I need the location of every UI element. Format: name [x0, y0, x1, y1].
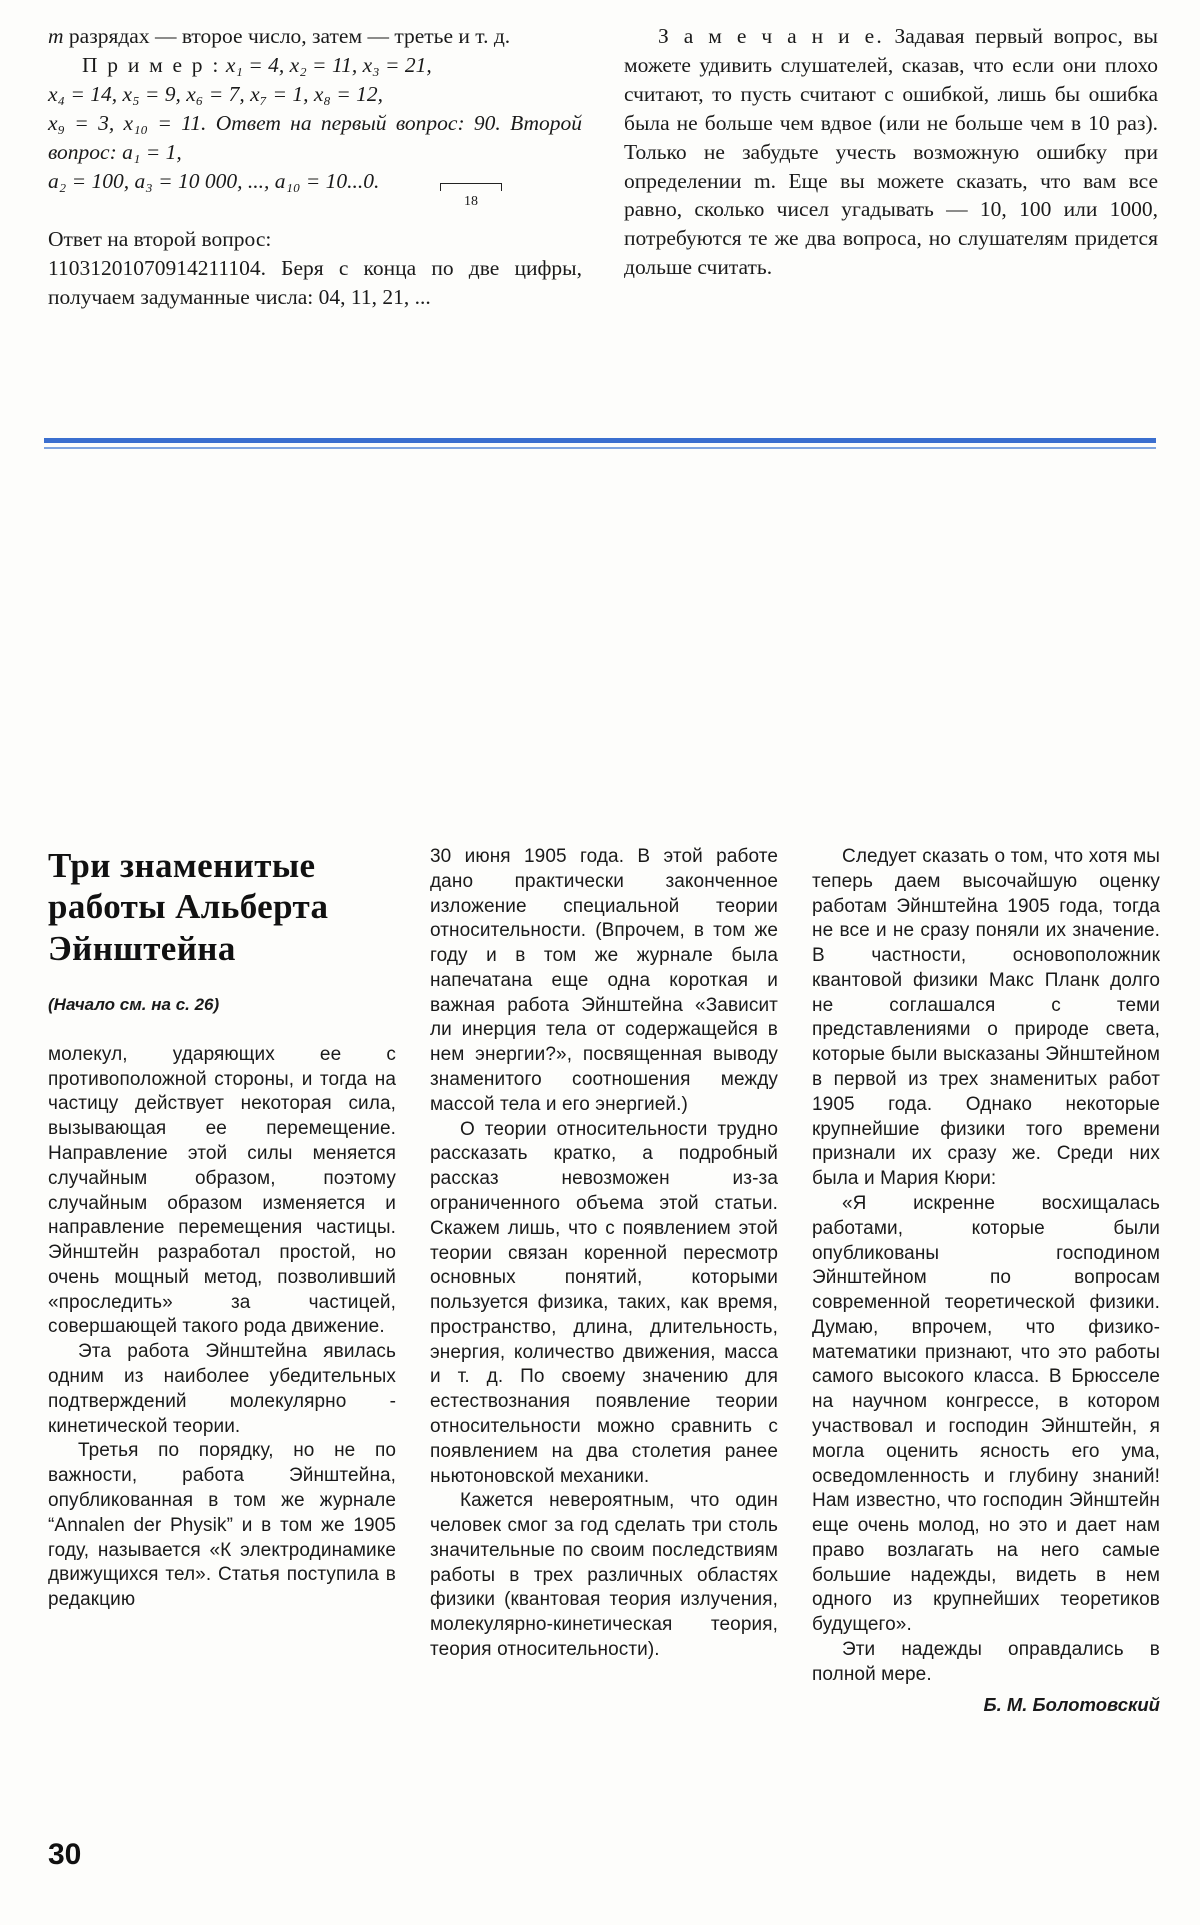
note-label: З а м е ч а н и е.: [658, 24, 884, 48]
example-line-4: a₂ = 100, a₃ = 10 000, ..., a₁₀ = 10...0.: [48, 168, 380, 193]
top-right-note: [624, 22, 1158, 282]
note-text: Задавая первый вопрос, вы можете удивить слушателей, сказав, что если они плохо считают, то пусть считают с ошибкой, лишь бы ошибка была не больше чем вдвое (или не больше чем в 10 раз). Только не забудьте учесть возможную ошибку при определении m. Еще вы можете сказать, что вам все равно, сколько чисел угадывать — 10, 100 или 1000, потребуются те же два вопроса, но слушателям придется дольше считать.: [624, 24, 1158, 280]
underbrace-bracket: [440, 183, 502, 191]
page-number: 30: [48, 1838, 82, 1871]
article-column-3: [812, 845, 1160, 1716]
section-divider-thin: [44, 447, 1156, 449]
top-right-column: [624, 22, 1158, 312]
article-body: [48, 845, 1160, 1716]
top-left-para-1-text: разрядах — второе число, затем — третье и т. д.: [63, 24, 511, 48]
top-left-answer: [48, 225, 582, 254]
article-column-2: [430, 845, 778, 1716]
article-c1-para-1: молекул, ударяющих ее с противоположной стороны, и тогда на частицу действует некоторая сила, вызывающая ее перемещение. Направление этой силы меняется случайным образом, поэтому случайным образом изменяется и направление перемещения частицы. Эйнштейн разработал простой, но очень мощный метод, позволивший «проследить» за частицей, совершающей такого рода движение.: [48, 1043, 396, 1338]
article-c2-para-2: О теории относительности трудно рассказать кратко, а подробный рассказ невозможен из-за ограниченного объема этой статьи. Скажем лишь, что с появлением этой теории связан коренной пересмотр основных понятий, которыми пользуется физика, таких, как время, пространство, длина, длительность, энергия, количество движения, масса и т. д. По своему значению для естествознания появление теории относительности можно сравнить с появлением на два столетия ранее ньютоновской механики.: [430, 1118, 778, 1487]
article-c3-para-3: Эти надежды оправдались в полной мере.: [812, 1639, 1160, 1685]
top-left-example-2: [48, 80, 582, 109]
section-divider-thick: [44, 438, 1156, 443]
example-line-1: x₁ = 4, x₂ = 11, x₃ = 21,: [225, 52, 432, 77]
top-left-example-3: [48, 109, 582, 167]
top-left-column: [48, 22, 582, 312]
article-c2-para-1: 30 июня 1905 года. В этой работе дано практически законченное изложение специальной теории относительности. (Впрочем, в том же году и в том же журнале была напечатана еще одна короткая и важная работа Эйнштейна «Зависит ли инерция тела от содержащейся в нем энергии?», посвященная выводу знаменитого соотношения между массой тела и его энергией.): [430, 846, 778, 1115]
example-label: П р и м е р :: [82, 52, 221, 77]
page-title: Три знаменитые работы Альберта Эйнштейна: [48, 846, 329, 968]
example-line-2: x₄ = 14, x₅ = 9, x₆ = 7, x₇ = 1, x₈ = 12,: [48, 81, 384, 106]
article-column-1: [48, 845, 396, 1716]
top-left-example: [48, 51, 582, 80]
top-left-answer-digits: [48, 254, 582, 312]
article-c3-para-1: Следует сказать о том, что хотя мы теперь даем высочайшую оценку работам Эйнштейна 1905 года, тогда не все и не сразу поняли их значение. В частности, основоположник квантовой физики Макс Планк долго не соглашался с теми представлениями о природе света, которые были высказаны Эйнштейном в первой из трех знаменитых работ 1905 года. Однако некоторые крупнейшие физики того времени признали их сразу же. Среди них была и Мария Кюри:: [812, 846, 1160, 1190]
article-signature: Б. М. Болотовский: [983, 1693, 1160, 1715]
top-left-para-1: [48, 22, 582, 51]
article-c3-quote: «Я искренне восхищалась работами, которые были опубликованы господином Эйнштейном по вопросам современной теоретической физики. Думаю, впрочем, что физико-математики признают, что это работы самого высокого класса. В Брюсселе на научном конгрессе, в котором участвовал и господин Эйнштейн, я могла оценить ясность его ума, осведомленность и глубину знаний! Нам известно, что господин Эйнштейн еще очень молод, но это и дает нам право возлагать на него самые большие надежды, видеть в нем одного из крупнейших теоретиков будущего».: [812, 1192, 1160, 1636]
underbrace-count: 18: [464, 193, 478, 209]
answer-digits: 11031201070914211104.: [48, 256, 266, 281]
answer-label: Ответ на второй вопрос:: [48, 227, 272, 252]
top-section: [48, 22, 1158, 312]
article-c1-para-3: Третья по порядку, но не по важности, работа Эйнштейна, опубликованная в том же журнале “Annalen der Physik” и в том же 1905 году, называется «К электродинамике движущихся тел». Статья поступила в редакцию: [48, 1440, 396, 1611]
top-left-example-4: [48, 167, 582, 209]
variable-m: m: [48, 24, 64, 48]
example-line-3: x₉ = 3, x₁₀ = 11. Ответ на первый вопрос: 90. Второй вопрос: a₁ = 1,: [48, 110, 582, 164]
article-c1-para-2: Эта работа Эйнштейна явилась одним из наиболее убедительных подтверждений молекулярно - кинетической теории.: [48, 1341, 396, 1437]
article-c2-para-3: Кажется невероятным, что один человек смог за год сделать три столь значительные по своим последствиям работы в трех различных областях физики (квантовая теория излучения, молекулярно-кинетическая теория, теория относительности).: [430, 1490, 778, 1660]
answer-tail: Беря с конца по две цифры, получаем задуманные числа: 04, 11, 21, ...: [48, 256, 582, 310]
article-continuation-note: (Начало см. на с. 26): [48, 994, 220, 1014]
